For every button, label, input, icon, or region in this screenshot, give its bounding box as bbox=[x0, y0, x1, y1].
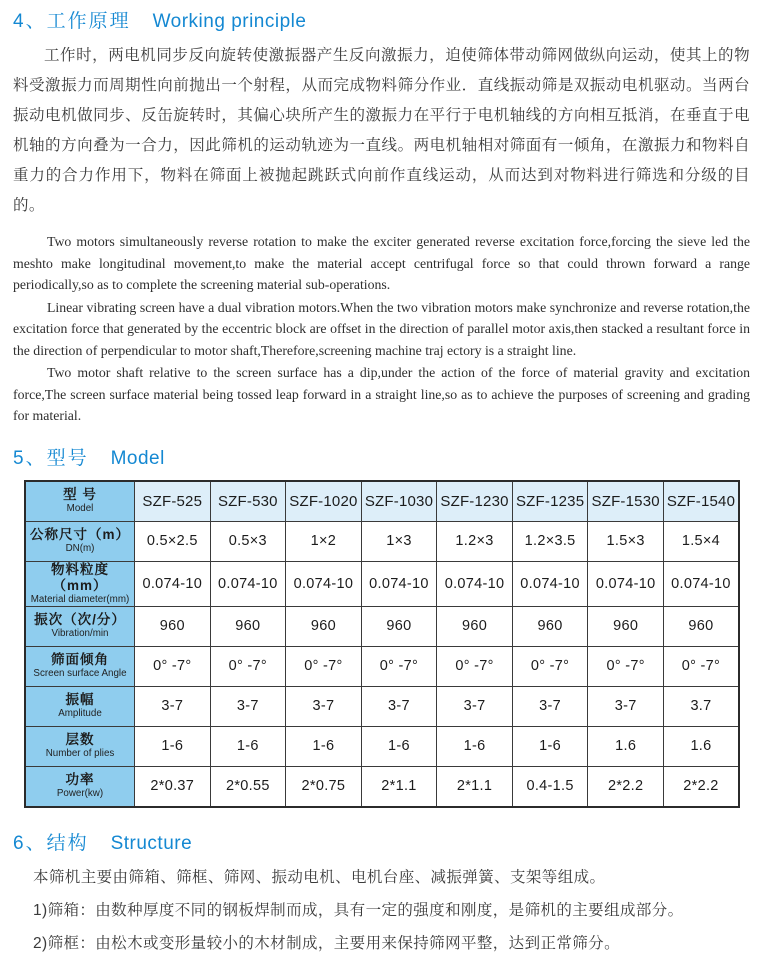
model-spec-table bbox=[24, 480, 740, 808]
working-principle-heading-en: Working principle bbox=[152, 11, 307, 32]
model-table-body bbox=[25, 481, 739, 807]
working-principle-cn-paragraph: 工作时，两电机同步反向旋转使激振器产生反向激振力，迫使筛体带动筛网做纵向运动，使其上的物料受激振力而周期性向前抛出一个射程，从而完成物料筛分作业．直线振动筛是双振动电机驱动。当两台振动电机做同步、反缶旋转时，其偏心块所产生的激振力在平行于电机轴线的方向相互抵消，在垂直于电机轴的方向叠为一合力，因此筛机的运动轨迹为一直线。两电机轴相对筛面有一倾角，在激振力和物料自重力的合力作用下，物料在筛面上被抛起跳跃式向前作直线运动，从而达到对物料进行筛选和分级的目的。 bbox=[13, 47, 750, 214]
row-header-cell bbox=[25, 521, 135, 561]
spec-value-cell: 0.074-10 bbox=[588, 561, 664, 606]
spec-value-cell: 0° -7° bbox=[663, 646, 739, 686]
structure-lines bbox=[33, 861, 750, 960]
spec-value-cell: 2*0.55 bbox=[210, 766, 286, 807]
spec-value-cell: 1-6 bbox=[361, 726, 437, 766]
row-header-cell bbox=[25, 686, 135, 726]
spec-value-cell: 0° -7° bbox=[437, 646, 513, 686]
spec-value-cell: 0.074-10 bbox=[437, 561, 513, 606]
spec-value-cell: 960 bbox=[437, 606, 513, 646]
spec-value-cell: 0° -7° bbox=[512, 646, 588, 686]
model-name-cell: SZF-525 bbox=[135, 481, 211, 522]
spec-value-cell: 0° -7° bbox=[361, 646, 437, 686]
en-paragraph-2: Linear vibrating screen have a dual vibration motors.When the two vibration motors make synchronize and reverse rotation,the excitation force that generated by the eccentric block are offset in the direction of parallel motor axis,then stacked a resultant force in the direction of perpendicular to motor shaft,Therefore,screening machine traj ectory is a straight line. bbox=[13, 299, 750, 358]
structure-intro: 本筛机主要由筛箱、筛框、筛网、振动电机、电机台座、减振弹簧、支架等组成。 bbox=[33, 868, 606, 886]
spec-value-cell: 0.074-10 bbox=[512, 561, 588, 606]
row-header-en: Screen surface Angle bbox=[33, 668, 127, 679]
spec-value-cell: 2*1.1 bbox=[361, 766, 437, 807]
spec-value-cell: 1.5×3 bbox=[588, 521, 664, 561]
row-header-cn: 筛面倾角 bbox=[51, 652, 109, 667]
spec-value-cell: 3-7 bbox=[512, 686, 588, 726]
row-header-en: DN(m) bbox=[65, 543, 95, 554]
working-principle-heading-cn: 4、工作原理 bbox=[13, 11, 131, 32]
spec-value-cell: 1.6 bbox=[663, 726, 739, 766]
row-header-en: Number of plies bbox=[45, 748, 115, 759]
spec-value-cell: 1-6 bbox=[210, 726, 286, 766]
spec-value-cell: 0.074-10 bbox=[361, 561, 437, 606]
structure-heading bbox=[13, 828, 750, 855]
en-paragraph-3: Two motor shaft relative to the screen surface has a dip,under the action of the force of material gravity and excitation force,The screen surface material being tossed leap forward in a straight line,so as to achieve the purposes of screening and grading for material. bbox=[13, 365, 750, 423]
spec-value-cell: 0.074-10 bbox=[663, 561, 739, 606]
model-name-cell: SZF-530 bbox=[210, 481, 286, 522]
spec-value-cell: 2*2.2 bbox=[588, 766, 664, 807]
table-row bbox=[25, 561, 739, 606]
spec-value-cell: 960 bbox=[361, 606, 437, 646]
spec-value-cell: 0° -7° bbox=[135, 646, 211, 686]
table-row bbox=[25, 481, 739, 522]
row-header-cn: 物料粒度（mm） bbox=[51, 561, 109, 593]
spec-value-cell: 0.074-10 bbox=[135, 561, 211, 606]
structure-item-1: 1)筛箱：由数种厚度不同的钢板焊制而成，具有一定的强度和刚度，是筛机的主要组成部分。 bbox=[33, 901, 684, 919]
row-header-cell bbox=[25, 561, 135, 606]
spec-value-cell: 3-7 bbox=[588, 686, 664, 726]
spec-value-cell: 2*0.37 bbox=[135, 766, 211, 807]
row-header-cn: 层数 bbox=[65, 732, 95, 747]
row-header-cell bbox=[25, 646, 135, 686]
row-header-en: Power(kw) bbox=[56, 788, 104, 799]
spec-value-cell: 960 bbox=[512, 606, 588, 646]
structure-item-2: 2)筛框：由松木或变形量较小的木材制成，主要用来保持筛网平整，达到正常筛分。 bbox=[33, 934, 620, 952]
spec-value-cell: 0.5×3 bbox=[210, 521, 286, 561]
model-name-cell: SZF-1540 bbox=[663, 481, 739, 522]
spec-value-cell: 0° -7° bbox=[210, 646, 286, 686]
spec-value-cell: 3.7 bbox=[663, 686, 739, 726]
section-model bbox=[13, 443, 750, 808]
spec-value-cell: 3-7 bbox=[210, 686, 286, 726]
table-row bbox=[25, 686, 739, 726]
model-heading bbox=[13, 443, 750, 470]
spec-value-cell: 1×2 bbox=[286, 521, 362, 561]
table-row bbox=[25, 726, 739, 766]
spec-value-cell: 1.6 bbox=[588, 726, 664, 766]
spec-value-cell: 2*1.1 bbox=[437, 766, 513, 807]
spec-value-cell: 0.074-10 bbox=[210, 561, 286, 606]
spec-value-cell: 0° -7° bbox=[588, 646, 664, 686]
row-header-en: Model bbox=[66, 503, 94, 514]
structure-heading-cn: 6、结构 bbox=[13, 832, 89, 854]
spec-value-cell: 1.2×3.5 bbox=[512, 521, 588, 561]
section-structure bbox=[13, 828, 750, 960]
model-heading-cn: 5、型号 bbox=[13, 447, 89, 469]
spec-value-cell: 960 bbox=[588, 606, 664, 646]
spec-value-cell: 0.074-10 bbox=[286, 561, 362, 606]
spec-value-cell: 0° -7° bbox=[286, 646, 362, 686]
spec-value-cell: 1-6 bbox=[286, 726, 362, 766]
table-row bbox=[25, 766, 739, 807]
spec-value-cell: 1.2×3 bbox=[437, 521, 513, 561]
spec-value-cell: 0.5×2.5 bbox=[135, 521, 211, 561]
spec-value-cell: 1.5×4 bbox=[663, 521, 739, 561]
model-name-cell: SZF-1235 bbox=[512, 481, 588, 522]
spec-value-cell: 3-7 bbox=[135, 686, 211, 726]
spec-value-cell: 1×3 bbox=[361, 521, 437, 561]
spec-value-cell: 3-7 bbox=[437, 686, 513, 726]
working-principle-heading bbox=[13, 6, 750, 33]
table-row bbox=[25, 606, 739, 646]
model-name-cell: SZF-1030 bbox=[361, 481, 437, 522]
model-heading-en: Model bbox=[110, 447, 165, 469]
section-working-principle bbox=[13, 6, 750, 427]
row-header-cn: 振幅 bbox=[65, 692, 95, 707]
row-header-cell bbox=[25, 481, 135, 522]
spec-value-cell: 960 bbox=[286, 606, 362, 646]
row-header-cell bbox=[25, 726, 135, 766]
row-header-cell bbox=[25, 766, 135, 807]
model-name-cell: SZF-1530 bbox=[588, 481, 664, 522]
row-header-cn: 振次（次/分） bbox=[34, 612, 126, 627]
spec-value-cell: 2*0.75 bbox=[286, 766, 362, 807]
spec-value-cell: 2*2.2 bbox=[663, 766, 739, 807]
row-header-cn: 型 号 bbox=[63, 487, 97, 502]
row-header-cn: 公称尺寸（m） bbox=[29, 527, 130, 542]
spec-value-cell: 0.4-1.5 bbox=[512, 766, 588, 807]
spec-value-cell: 960 bbox=[135, 606, 211, 646]
model-name-cell: SZF-1020 bbox=[286, 481, 362, 522]
row-header-en: Vibration/min bbox=[51, 628, 109, 639]
spec-value-cell: 960 bbox=[210, 606, 286, 646]
row-header-en: Amplitude bbox=[58, 708, 102, 719]
spec-value-cell: 1-6 bbox=[437, 726, 513, 766]
spec-value-cell: 3-7 bbox=[361, 686, 437, 726]
spec-value-cell: 1-6 bbox=[135, 726, 211, 766]
table-row bbox=[25, 646, 739, 686]
spec-value-cell: 960 bbox=[663, 606, 739, 646]
structure-heading-en: Structure bbox=[110, 832, 193, 854]
working-principle-en-paragraphs bbox=[13, 231, 750, 427]
spec-value-cell: 3-7 bbox=[286, 686, 362, 726]
table-row bbox=[25, 521, 739, 561]
row-header-cn: 功率 bbox=[65, 772, 95, 787]
en-paragraph-1: Two motors simultaneously reverse rotation to make the exciter generated reverse excitation force,forcing the sieve led the meshto make longitudinal movement,to make the material accept centrifugal force so that could thrown forward a range periodically,so as to complete the screening material sub-operations. bbox=[13, 234, 750, 292]
model-name-cell: SZF-1230 bbox=[437, 481, 513, 522]
row-header-en: Material diameter(mm) bbox=[30, 593, 130, 605]
spec-value-cell: 1-6 bbox=[512, 726, 588, 766]
row-header-cell bbox=[25, 606, 135, 646]
